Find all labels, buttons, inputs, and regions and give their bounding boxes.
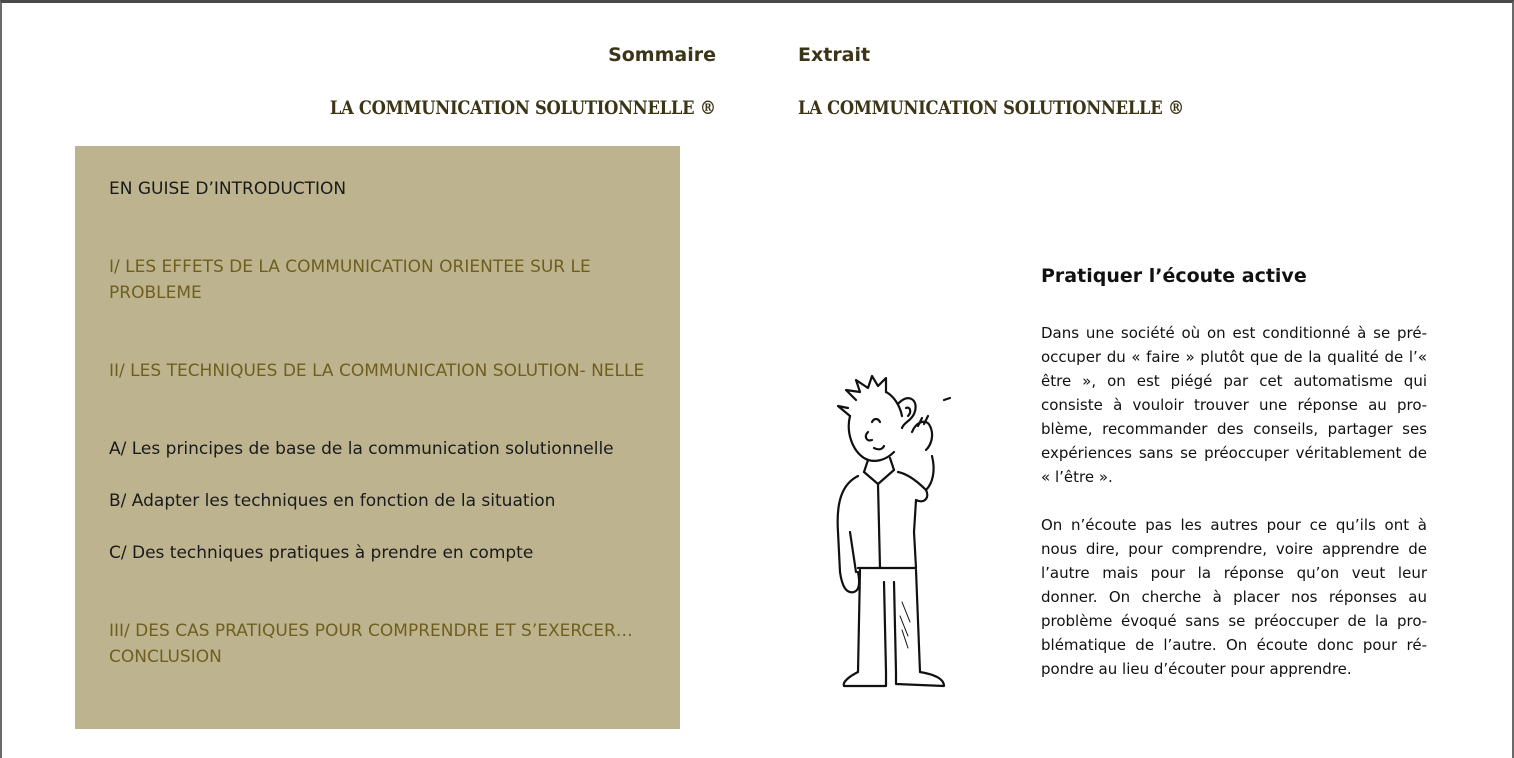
toc-item-introduction: EN GUISE D’INTRODUCTION (109, 179, 347, 199)
extrait-label: Extrait (798, 44, 871, 66)
toc-item-part-2a: A/ Les principes de base de la communication solutionnelle (109, 439, 614, 459)
article-title: Pratiquer l’écoute active (1041, 265, 1307, 287)
toc-item-part-1: I/ LES EFFETS DE LA COMMUNICATION ORIENTEE SUR LE PROBLEME (109, 257, 591, 303)
sommaire-book-title: LA COMMUNICATION SOLUTIONNELLE ® (329, 97, 716, 119)
sommaire-label: Sommaire (608, 44, 716, 66)
listening-man-illustration (828, 372, 968, 692)
toc-item-part-2b: B/ Adapter les techniques en fonction de la situation (109, 491, 556, 511)
extrait-book-title: LA COMMUNICATION SOLUTIONNELLE ® (798, 97, 1185, 119)
toc-item-part-2c: C/ Des techniques pratiques à prendre en compte (109, 543, 534, 563)
toc-item-part-2: II/ LES TECHNIQUES DE LA COMMUNICATION SOLUTION- NELLE (109, 361, 645, 381)
toc-item-part-3: III/ DES CAS PRATIQUES POUR COMPRENDRE ET S’EXERCER… CONCLUSION (109, 621, 633, 667)
article-paragraph-2: On n’écoute pas les autres pour ce qu’ils ont à nous dire, pour comprendre, voire apprendre de l’autre mais pour la réponse qu’on veut leur donner. On cherche à placer nos réponses au problème évoqué sans se préoccuper de la problématique de l’autre. On écoute donc pour répondre au lieu d’écouter pour apprendre. (1041, 516, 1427, 678)
article-paragraph-1: Dans une société où on est conditionné à se préoccuper du « faire » plutôt que de la qualité de l’« être », on est piégé par cet automatisme qui consiste à vouloir trouver une réponse au problème, recommander des conseils, partager ses expériences sans se préoccuper véritablement de « l’être ». (1041, 324, 1427, 486)
table-of-contents (75, 146, 680, 729)
